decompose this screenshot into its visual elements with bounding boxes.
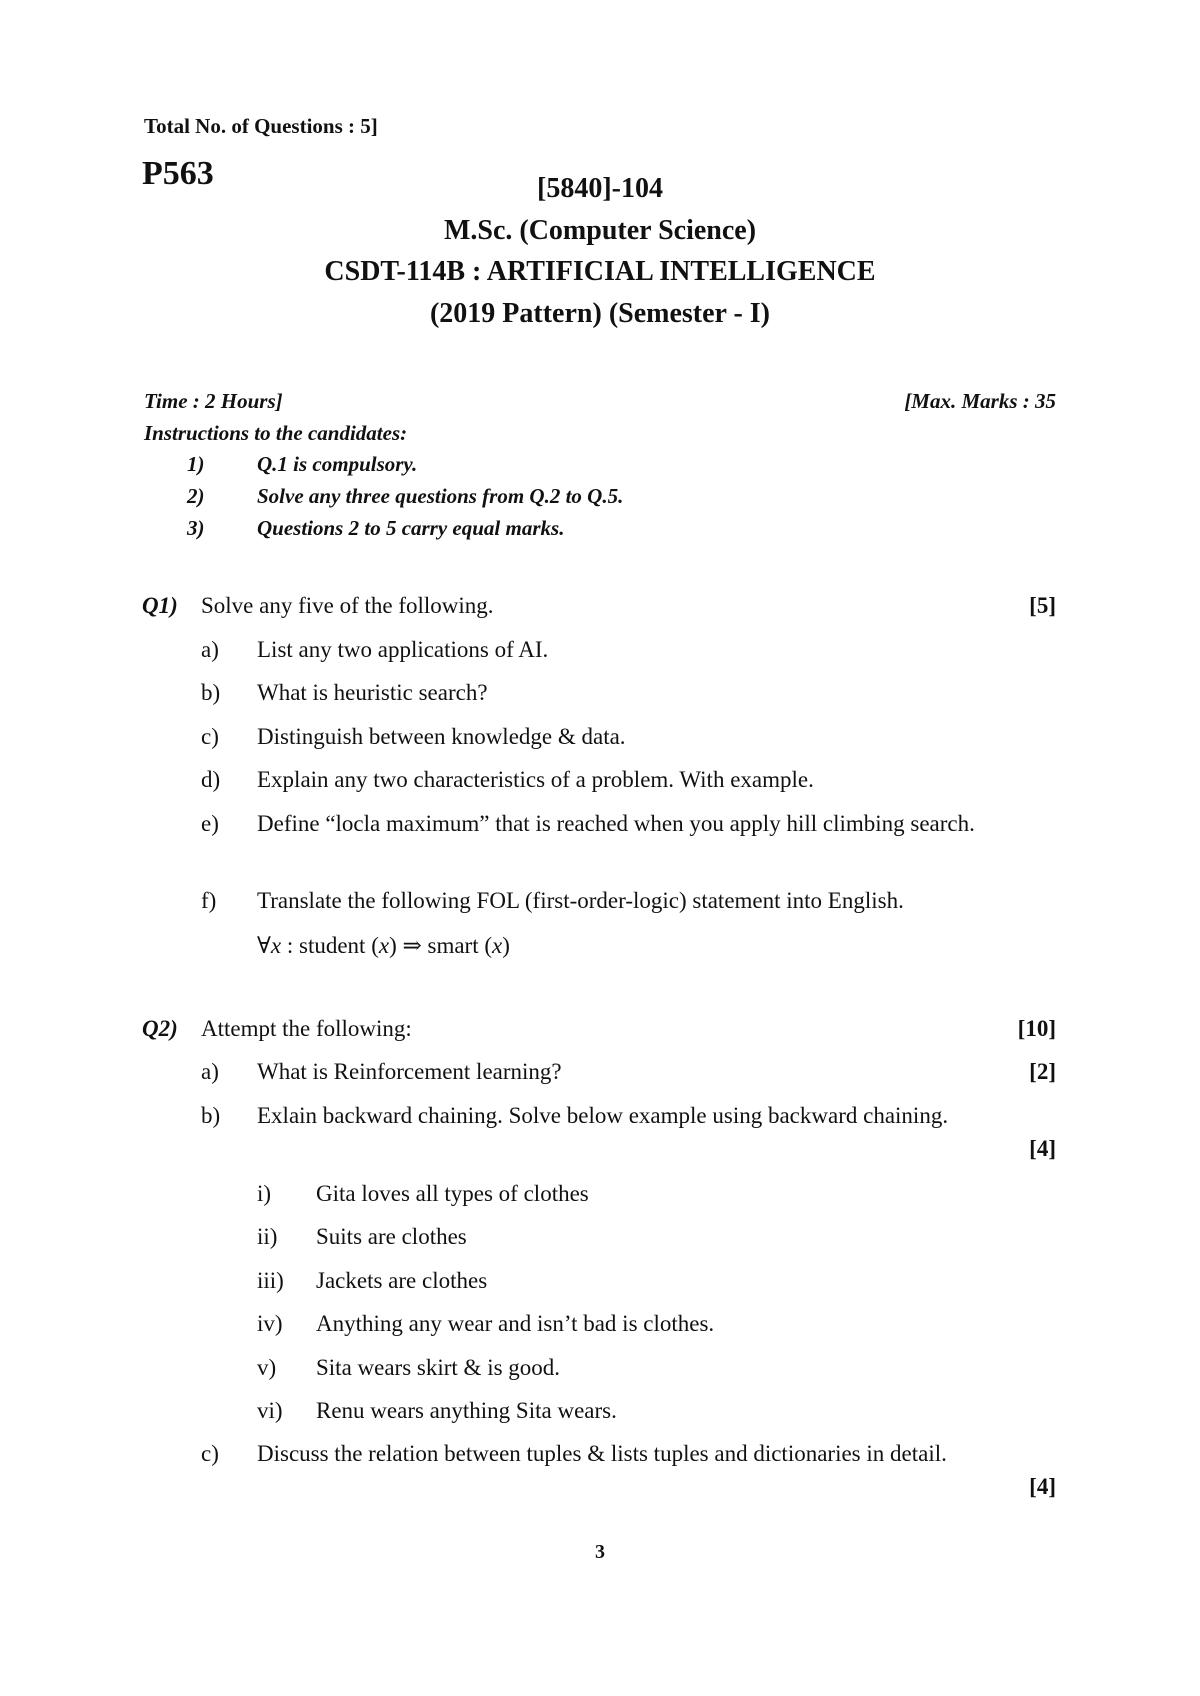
question-label: Q1) [142, 593, 178, 618]
paper-code: [5840]-104 [537, 173, 663, 204]
instruction-number: 3) [187, 516, 205, 540]
total-questions: Total No. of Questions : 5] [144, 114, 378, 138]
sub-question-text: Discuss the relation between tuples & lists tuples and dictionaries in detail. [257, 1441, 947, 1466]
sub-question-text: Explain any two characteristics of a problem. With example. [257, 767, 814, 792]
statement-text: Jackets are clothes [316, 1268, 488, 1293]
instruction-number: 1) [187, 452, 205, 476]
formula-text: ) ⇒ smart ( [389, 933, 493, 958]
sub-question-label: c) [201, 724, 219, 749]
sub-question-marks: [4] [1029, 1136, 1056, 1161]
sub-question-text: What is Reinforcement learning? [257, 1059, 562, 1084]
sub-question-text: Translate the following FOL (first-order-logic) statement into English. [257, 888, 904, 913]
sub-question-text: What is heuristic search? [257, 680, 488, 705]
sub-question-text: Exlain backward chaining. Solve below example using backward chaining. [257, 1103, 949, 1128]
forall-symbol: ∀ [257, 933, 271, 958]
question-marks: [5] [1029, 593, 1056, 618]
sub-question-text: Define “locla maximum” that is reached when you apply hill climbing search. [257, 811, 975, 836]
instructions-title: Instructions to the candidates: [144, 421, 408, 445]
sub-question-label: c) [201, 1441, 219, 1466]
question-marks: [10] [1017, 1016, 1056, 1041]
sub-question-label: a) [201, 637, 219, 662]
max-marks: [Max. Marks : 35 [904, 389, 1056, 413]
page-number: 3 [595, 1541, 605, 1563]
statement-text: Sita wears skirt & is good. [316, 1355, 561, 1380]
sub-question-label: d) [201, 767, 221, 792]
sub-question-marks: [4] [1029, 1474, 1056, 1499]
statement-label: iv) [257, 1311, 283, 1336]
pattern-semester: (2019 Pattern) (Semester - I) [429, 298, 771, 329]
instruction-number: 2) [187, 484, 205, 508]
formula-variable: x [378, 933, 390, 958]
statement-text: Anything any wear and isn’t bad is clothes. [316, 1311, 715, 1336]
question-text: Attempt the following: [201, 1016, 412, 1041]
sub-question-label: e) [201, 811, 219, 836]
sub-question-label: a) [201, 1059, 219, 1084]
question-label: Q2) [142, 1016, 178, 1041]
statement-text: Suits are clothes [316, 1224, 467, 1249]
sub-question-marks: [2] [1029, 1059, 1056, 1084]
statement-label: iii) [257, 1268, 284, 1293]
statement-label: vi) [257, 1398, 283, 1423]
formula-variable: x [492, 933, 503, 958]
exam-time: Time : 2 Hours] [144, 389, 283, 413]
sub-question-label: b) [201, 1103, 221, 1128]
paper-id: P563 [142, 155, 214, 192]
instruction-text: Questions 2 to 5 carry equal marks. [257, 516, 565, 540]
statement-label: ii) [257, 1224, 278, 1249]
statement-text: Gita loves all types of clothes [316, 1181, 589, 1206]
statement-label: i) [257, 1181, 272, 1206]
statement-label: v) [257, 1355, 277, 1380]
sub-question-label: b) [201, 680, 221, 705]
subject-title: CSDT-114B : ARTIFICIAL INTELLIGENCE [324, 256, 876, 287]
instruction-text: Solve any three questions from Q.2 to Q.5. [257, 484, 624, 508]
statement-text: Renu wears anything Sita wears. [316, 1398, 617, 1423]
fol-formula [257, 933, 510, 959]
course-title: M.Sc. (Computer Science) [443, 215, 757, 246]
sub-question-text: Distinguish between knowledge & data. [257, 724, 626, 749]
sub-question-label: f) [201, 888, 217, 913]
formula-text: : student ( [281, 933, 379, 958]
sub-question-text: List any two applications of AI. [257, 637, 549, 662]
question-text: Solve any five of the following. [201, 593, 494, 618]
formula-text: ) [502, 933, 510, 958]
formula-variable: x [270, 933, 282, 958]
instruction-text: Q.1 is compulsory. [257, 452, 418, 476]
